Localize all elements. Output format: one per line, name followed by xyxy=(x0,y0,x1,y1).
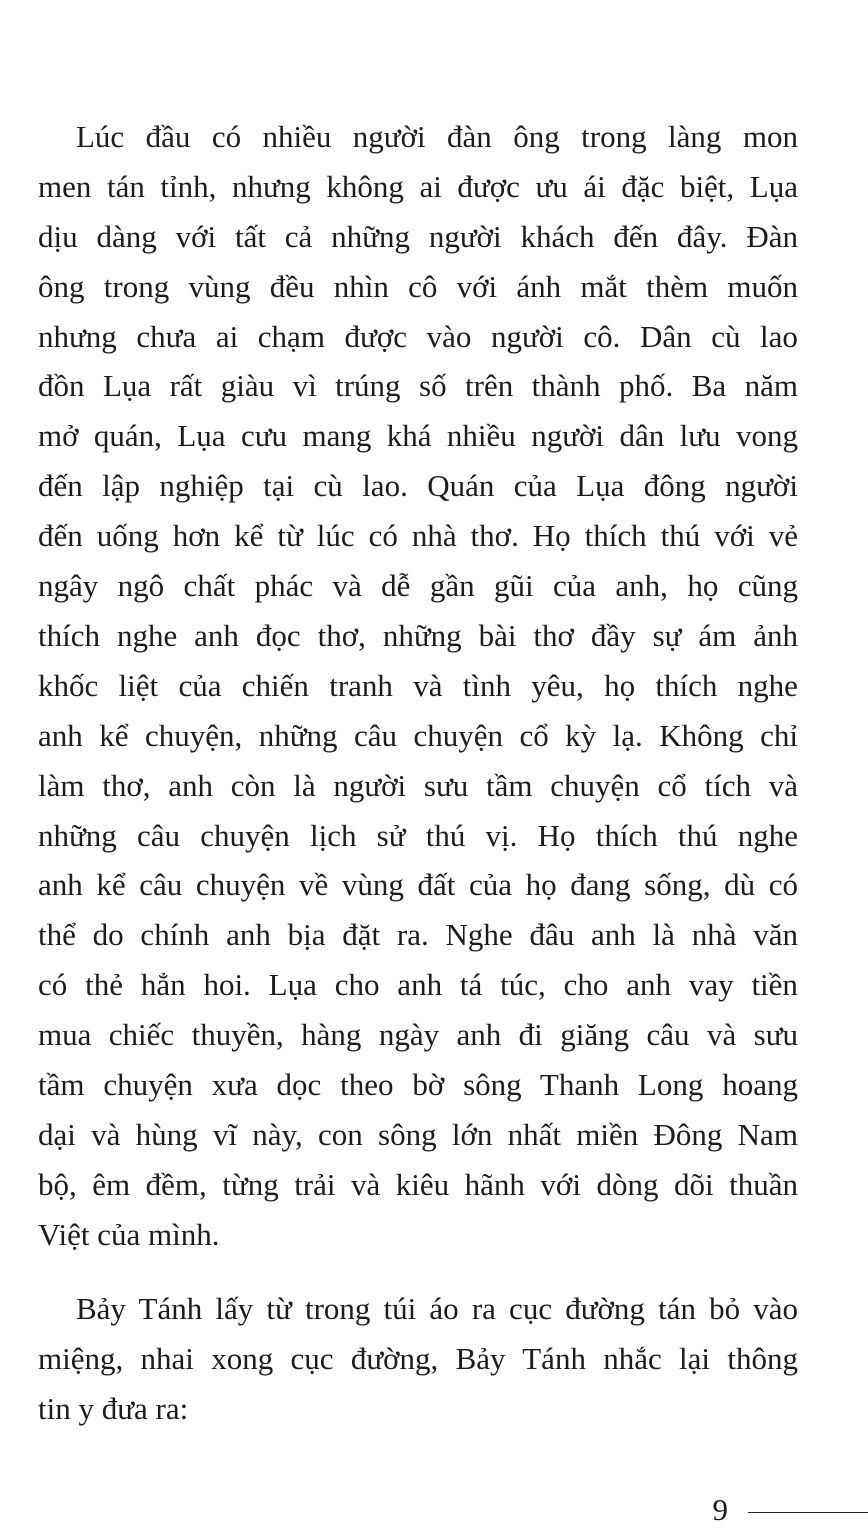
text-line xyxy=(0,1010,868,1060)
text-line xyxy=(0,411,868,461)
text-line xyxy=(0,661,868,711)
text-line-content: thích nghe anh đọc thơ, những bài thơ đầy sự ám ảnh xyxy=(38,618,799,653)
text-line-content: khốc liệt của chiến tranh và tình yêu, họ thích nghe xyxy=(38,668,798,703)
text-line-content: tin y đưa ra: xyxy=(38,1391,189,1426)
text-line xyxy=(0,461,868,511)
text-line-content: thể do chính anh bịa đặt ra. Nghe đâu anh là nhà văn xyxy=(38,917,798,952)
text-line xyxy=(0,860,868,910)
text-line-content: đồn Lụa rất giàu vì trúng số trên thành phố. Ba năm xyxy=(38,368,798,403)
text-line xyxy=(0,1110,868,1160)
text-line xyxy=(0,1284,868,1334)
page-footer xyxy=(688,1490,868,1530)
text-line xyxy=(0,162,868,212)
text-line xyxy=(0,711,868,761)
text-line xyxy=(0,960,868,1010)
text-line-content: làm thơ, anh còn là người sưu tầm chuyện cổ tích và xyxy=(38,768,798,803)
text-line-content: ngây ngô chất phác và dễ gần gũi của anh, họ cũng xyxy=(38,568,798,603)
text-line xyxy=(0,611,868,661)
text-line xyxy=(0,561,868,611)
text-line xyxy=(0,1334,868,1384)
text-line xyxy=(0,1160,868,1210)
page-number: 9 xyxy=(712,1492,728,1527)
text-line-content: Việt của mình. xyxy=(38,1217,220,1252)
text-line-content: bộ, êm đềm, từng trải và kiêu hãnh với dòng dõi thuần xyxy=(38,1167,798,1202)
text-line-content: miệng, nhai xong cục đường, Bảy Tánh nhắc lại thông xyxy=(38,1341,798,1376)
text-line xyxy=(0,811,868,861)
text-line xyxy=(0,910,868,960)
text-line-content: mua chiếc thuyền, hàng ngày anh đi giăng câu và sưu xyxy=(38,1017,798,1052)
text-line-content: nhưng chưa ai chạm được vào người cô. Dân cù lao xyxy=(38,319,798,354)
text-line xyxy=(0,112,868,162)
text-line-content: dại và hùng vĩ này, con sông lớn nhất miền Đông Nam xyxy=(38,1117,798,1152)
footer-rule xyxy=(748,1512,868,1513)
text-line xyxy=(0,761,868,811)
text-line xyxy=(0,312,868,362)
text-line-content: đến lập nghiệp tại cù lao. Quán của Lụa đông người xyxy=(38,468,798,503)
text-line-content: đến uống hơn kể từ lúc có nhà thơ. Họ thích thú với vẻ xyxy=(38,518,798,553)
text-line xyxy=(0,212,868,262)
text-line-content: tầm chuyện xưa dọc theo bờ sông Thanh Long hoang xyxy=(38,1067,798,1102)
text-line xyxy=(0,361,868,411)
text-line xyxy=(0,1210,868,1260)
text-line-content: những câu chuyện lịch sử thú vị. Họ thích thú nghe xyxy=(38,818,799,853)
text-line xyxy=(0,1060,868,1110)
text-line-content: anh kể chuyện, những câu chuyện cổ kỳ lạ. Không chỉ xyxy=(38,718,798,753)
text-line-content: Bảy Tánh lấy từ trong túi áo ra cục đường tán bỏ vào xyxy=(76,1291,799,1326)
text-line xyxy=(0,262,868,312)
text-line-content: dịu dàng với tất cả những người khách đến đây. Đàn xyxy=(38,219,799,254)
text-line xyxy=(0,1384,868,1434)
text-line-content: ông trong vùng đều nhìn cô với ánh mắt thèm muốn xyxy=(38,269,799,304)
text-line-content: men tán tỉnh, nhưng không ai được ưu ái đặc biệt, Lụa xyxy=(38,169,798,204)
text-line xyxy=(0,511,868,561)
text-line-content: có thẻ hẳn hoi. Lụa cho anh tá túc, cho anh vay tiền xyxy=(38,967,798,1002)
text-line-content: anh kể câu chuyện về vùng đất của họ đang sống, dù có xyxy=(38,867,798,902)
text-line-content: mở quán, Lụa cưu mang khá nhiều người dân lưu vong xyxy=(38,418,798,453)
text-line-content: Lúc đầu có nhiều người đàn ông trong làng mon xyxy=(76,119,798,154)
